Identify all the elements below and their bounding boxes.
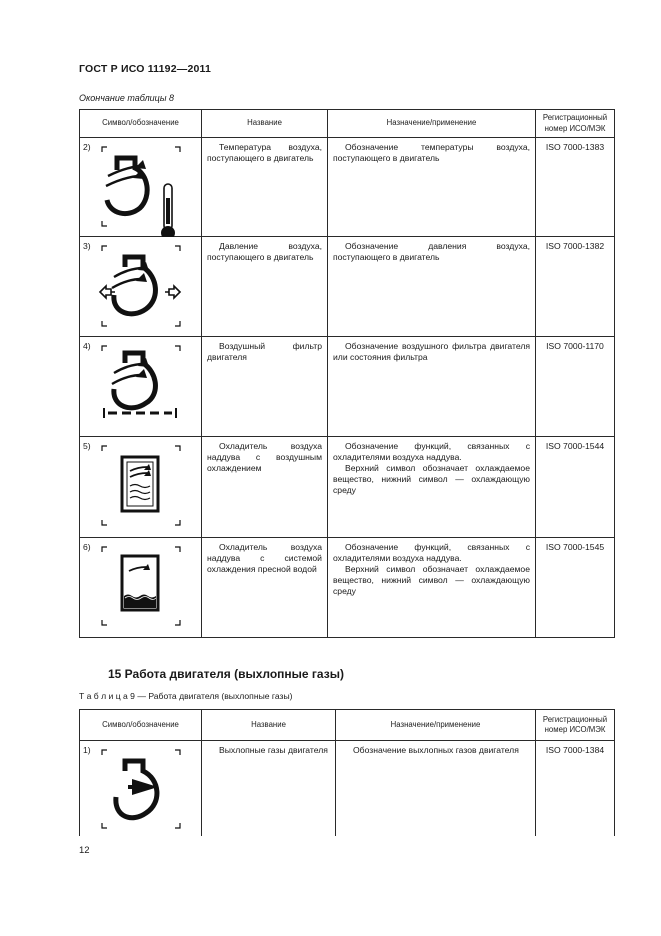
column-header-name: Название: [202, 110, 328, 138]
reg-number-cell: ISO 7000-1545: [536, 538, 615, 638]
name-cell: Выхлопные газы двигателя: [202, 741, 336, 836]
table-row: [80, 138, 615, 237]
purpose-cell: Обозначение воздушного фильтра двигателя или состояния фильтра: [328, 337, 536, 437]
column-header-name: Название: [202, 710, 336, 741]
table-continuation-caption: Окончание таблицы 8: [79, 93, 174, 103]
name-cell: Охладитель воздуха наддува с системой охлаждения пресной водой: [202, 538, 328, 638]
engine-exhaust-gas-icon: [80, 741, 202, 836]
symbol-cell: [80, 437, 202, 538]
table-row: [80, 538, 615, 638]
table-9: [79, 709, 615, 836]
document-header: ГОСТ Р ИСО 11192—2011: [79, 63, 212, 75]
reg-number-cell: ISO 7000-1383: [536, 138, 615, 237]
name-cell: Охладитель воздуха наддува с воздушным охлаждением: [202, 437, 328, 538]
purpose-cell: Обозначение выхлопных газов двигателя: [336, 741, 536, 836]
purpose-cell: Обозначение давления воздуха, поступающего в двигатель: [328, 237, 536, 337]
row-number: 2): [83, 142, 91, 152]
reg-number-cell: ISO 7000-1384: [536, 741, 615, 836]
charge-air-temperature-icon: [80, 138, 202, 237]
table-8: [79, 109, 615, 638]
column-header-symbol: Символ/обозначение: [80, 710, 202, 741]
column-header-symbol: Символ/обозначение: [80, 110, 202, 138]
column-header-purpose: Назначение/применение: [336, 710, 536, 741]
column-header-purpose: Назначение/применение: [328, 110, 536, 138]
row-number: 4): [83, 341, 91, 351]
table-row: [80, 237, 615, 337]
row-number: 5): [83, 441, 91, 451]
engine-air-filter-icon: [80, 337, 202, 437]
symbol-cell: [80, 538, 202, 638]
symbol-cell: [80, 337, 202, 437]
page-number: 12: [79, 845, 90, 856]
column-header-reg: Регистрационный номер ИСО/МЭК: [536, 110, 615, 138]
section-heading: 15 Работа двигателя (выхлопные газы): [108, 667, 344, 681]
reg-number-cell: ISO 7000-1170: [536, 337, 615, 437]
reg-number-cell: ISO 7000-1382: [536, 237, 615, 337]
row-number: 6): [83, 542, 91, 552]
name-cell: Воздушный фильтр двигателя: [202, 337, 328, 437]
air-to-air-charge-cooler-icon: [80, 437, 202, 538]
column-header-reg: Регистрационный номер ИСО/МЭК: [536, 710, 615, 741]
charge-air-pressure-icon: [80, 237, 202, 337]
table-row: [80, 437, 615, 538]
symbol-cell: [80, 741, 202, 836]
table-caption: Т а б л и ц а 9 — Работа двигателя (выхлопные газы): [79, 691, 293, 701]
water-charge-cooler-icon: [80, 538, 202, 638]
table-row: [80, 741, 615, 836]
name-cell: Температура воздуха, поступающего в двигатель: [202, 138, 328, 237]
row-number: 1): [83, 745, 91, 755]
reg-number-cell: ISO 7000-1544: [536, 437, 615, 538]
symbol-cell: [80, 237, 202, 337]
purpose-cell: Обозначение функций, связанных с охладителями воздуха наддува. Верхний символ обозначает охлаждаемое вещество, нижний символ — охлаждающую среду: [328, 437, 536, 538]
name-cell: Давление воздуха, поступающего в двигатель: [202, 237, 328, 337]
symbol-cell: [80, 138, 202, 237]
purpose-cell: Обозначение функций, связанных с охладителями воздуха наддува. Верхний символ обозначает охлаждаемое вещество, нижний символ — охлаждающую среду: [328, 538, 536, 638]
row-number: 3): [83, 241, 91, 251]
purpose-cell: Обозначение температуры воздуха, поступающего в двигатель: [328, 138, 536, 237]
table-row: [80, 337, 615, 437]
